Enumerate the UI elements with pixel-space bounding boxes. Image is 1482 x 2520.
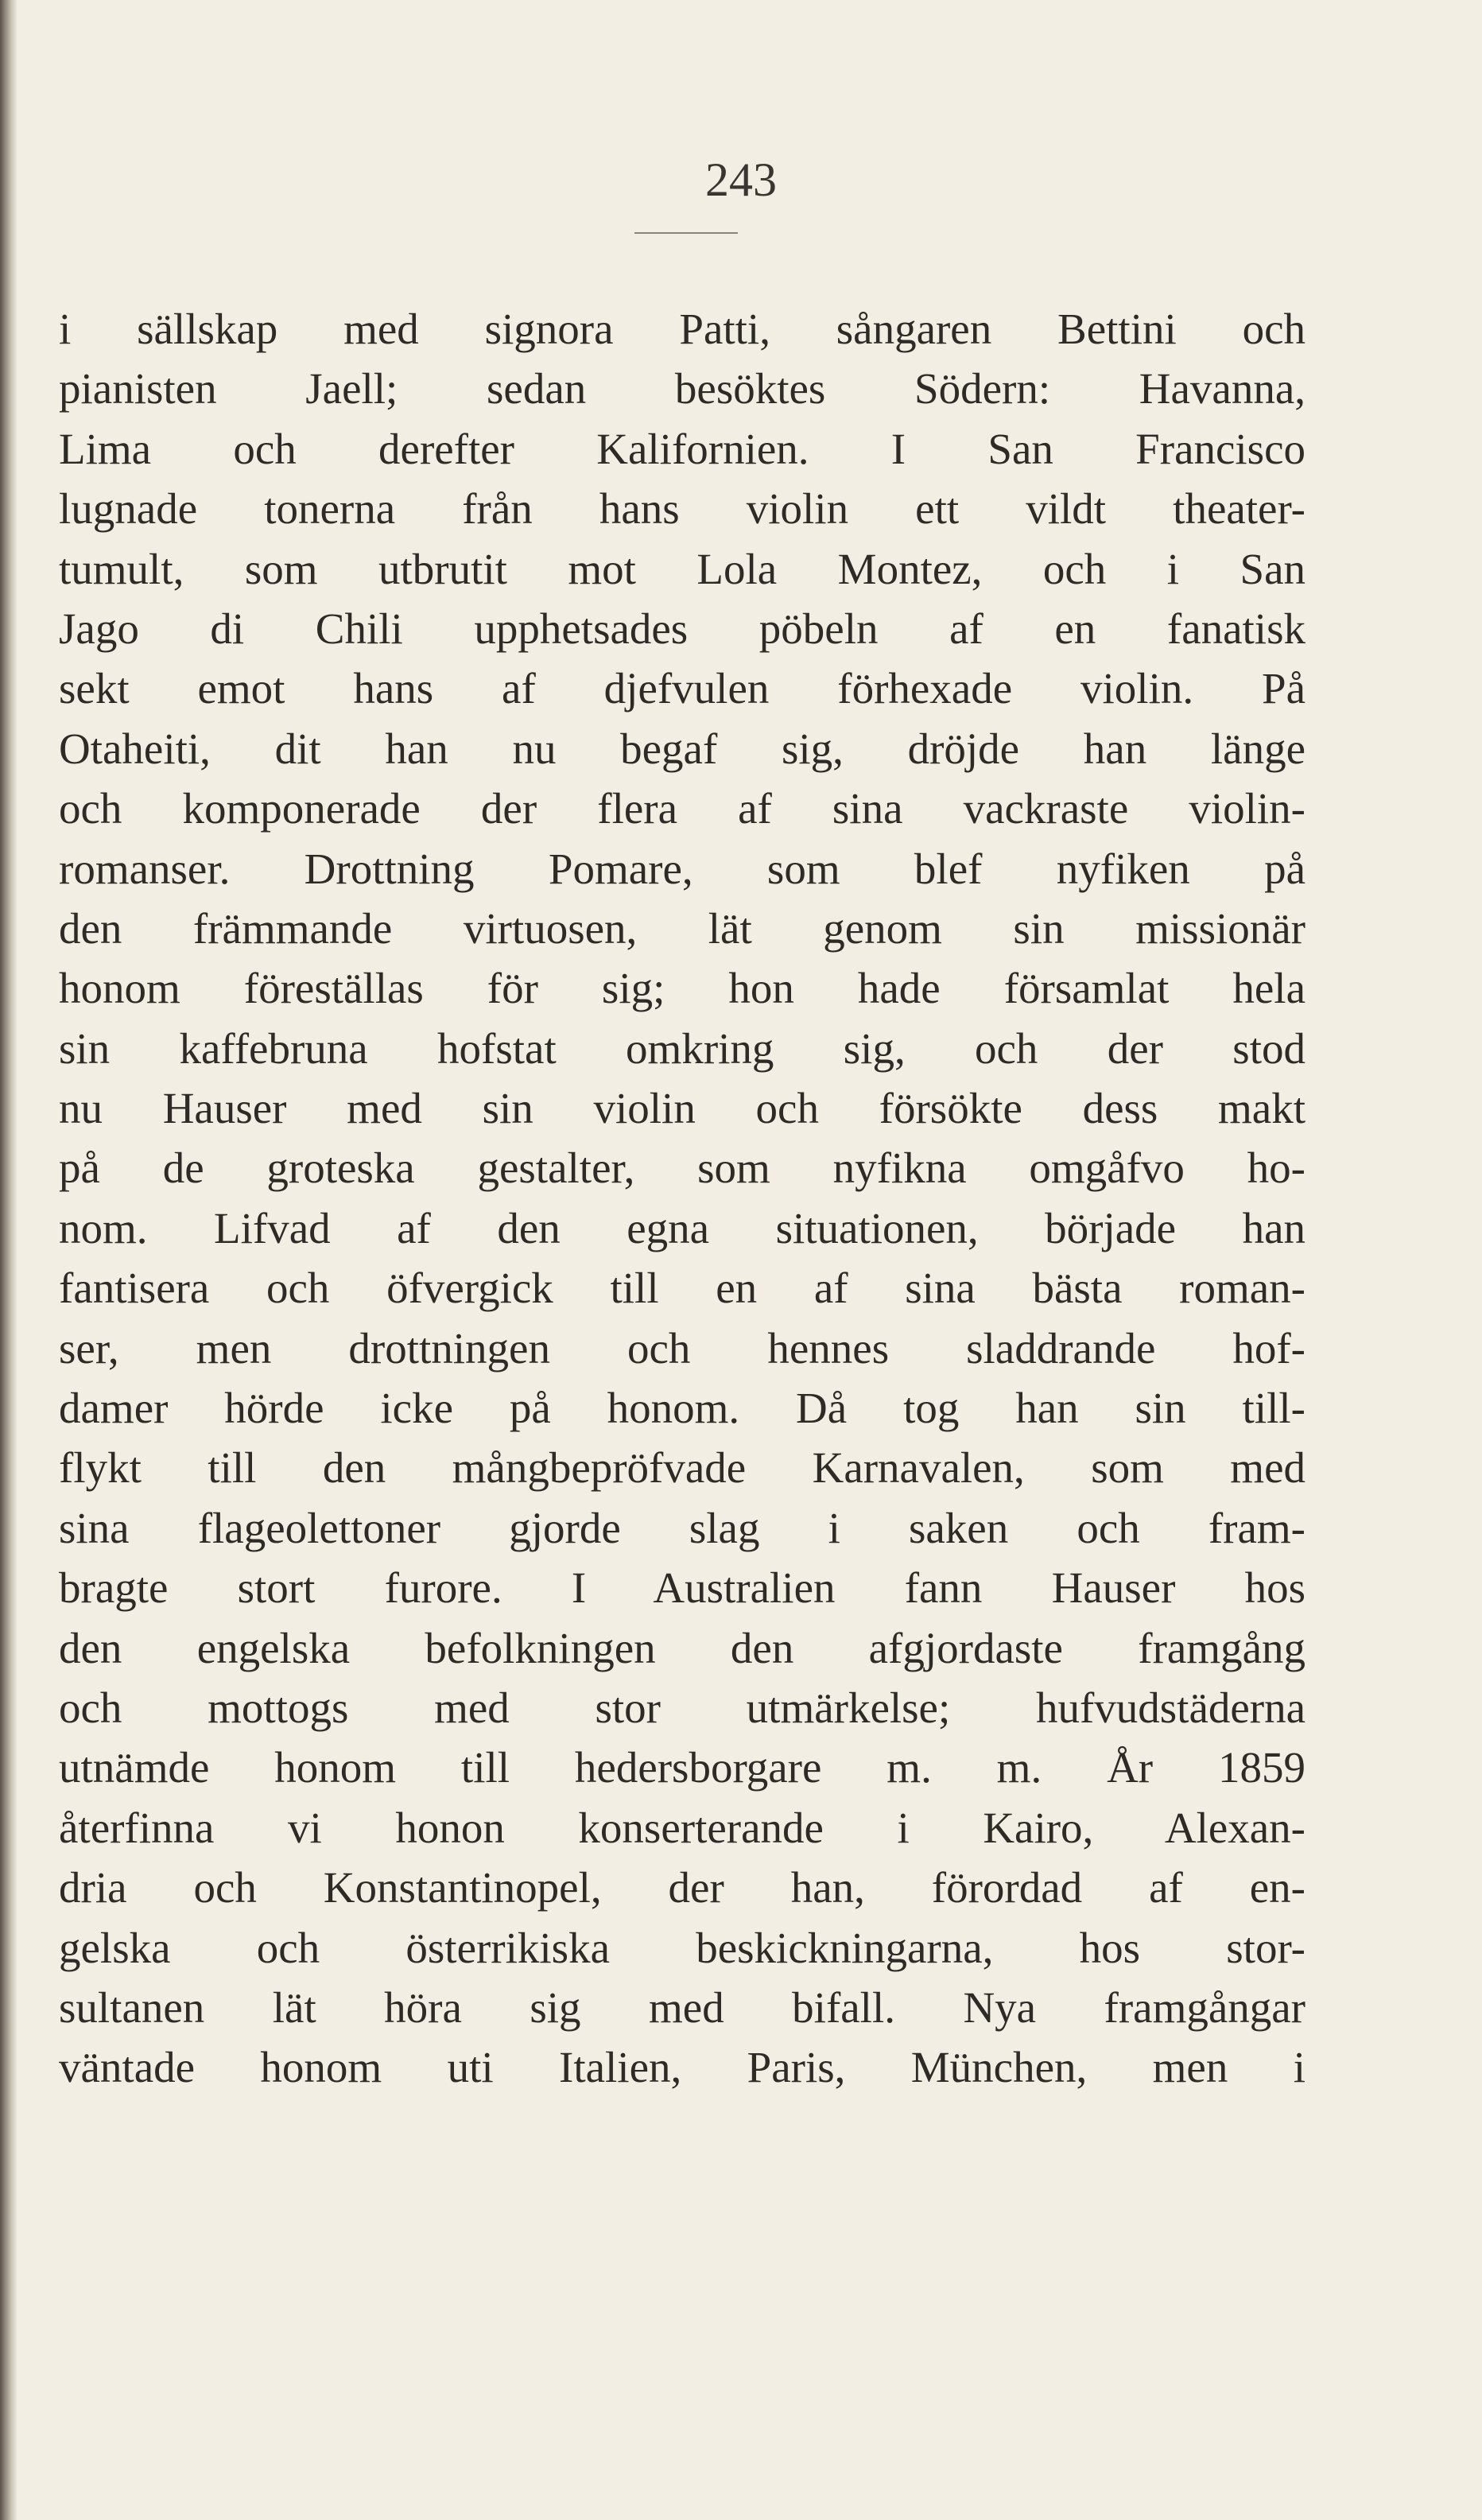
text-line: och komponerade der flera af sina vackraste violin- xyxy=(59,784,1305,833)
text-line: sultanen lät höra sig med bifall. Nya framgångar xyxy=(59,1982,1305,2032)
text-line: Lima och derefter Kalifornien. I San Francisco xyxy=(59,424,1305,473)
text-line: damer hörde icke på honom. Då tog han sin till- xyxy=(59,1384,1305,1433)
text-line: Otaheiti, dit han nu begaf sig, dröjde han länge xyxy=(59,724,1305,773)
text-line: fantisera och öfvergick till en af sina bästa roman- xyxy=(59,1264,1305,1313)
text-line: flykt till den mångbepröfvade Karnavalen, som med xyxy=(59,1443,1305,1493)
body-text xyxy=(59,299,1305,2098)
text-line: på de groteska gestalter, som nyfikna omgåfvo ho- xyxy=(59,1144,1305,1193)
text-line: och mottogs med stor utmärkelse; hufvudstäderna xyxy=(59,1683,1305,1732)
text-line: den engelska befolkningen den afgjordaste framgång xyxy=(59,1623,1305,1672)
text-line: nom. Lifvad af den egna situationen, började han xyxy=(59,1203,1305,1252)
text-line: pianisten Jaell; sedan besöktes Södern: Havanna, xyxy=(59,364,1305,414)
page-number-rule xyxy=(634,232,738,234)
text-line: ser, men drottningen och hennes sladdrande hof- xyxy=(59,1323,1305,1373)
text-line: honom föreställas för sig; hon hade församlat hela xyxy=(59,964,1305,1013)
text-line: återfinna vi honon konserterande i Kairo, Alexan- xyxy=(59,1803,1305,1852)
text-line: sin kaffebruna hofstat omkring sig, och der stod xyxy=(59,1023,1305,1073)
text-line: Jago di Chili upphetsades pöbeln af en fanatisk xyxy=(59,604,1305,653)
text-line: i sällskap med signora Patti, sångaren Bettini och xyxy=(59,305,1305,353)
text-line: sekt emot hans af djefvulen förhexade violin. På xyxy=(59,664,1305,713)
text-line: romanser. Drottning Pomare, som blef nyfiken på xyxy=(59,844,1305,893)
page-number: 243 xyxy=(705,153,777,206)
text-line: tumult, som utbrutit mot Lola Montez, och i San xyxy=(59,544,1305,593)
text-line: bragte stort furore. I Australien fann Hauser hos xyxy=(59,1563,1305,1613)
text-line: gelska och österrikiska beskickningarna, hos stor- xyxy=(59,1923,1305,1972)
text-line: den främmande virtuosen, lät genom sin missionär xyxy=(59,903,1305,953)
text-line: lugnade tonerna från hans violin ett vildt theater- xyxy=(59,484,1305,534)
text-line: sina flageolettoner gjorde slag i saken och fram- xyxy=(59,1503,1305,1552)
text-line: dria och Konstantinopel, der han, förordad af en- xyxy=(59,1863,1305,1912)
text-line: utnämde honom till hedersborgare m. m. År 1859 xyxy=(59,1743,1305,1792)
text-line: nu Hauser med sin violin och försökte dess makt xyxy=(59,1084,1305,1133)
text-line: väntade honom uti Italien, Paris, München, men i xyxy=(59,2043,1305,2092)
binding-edge xyxy=(0,0,17,2520)
